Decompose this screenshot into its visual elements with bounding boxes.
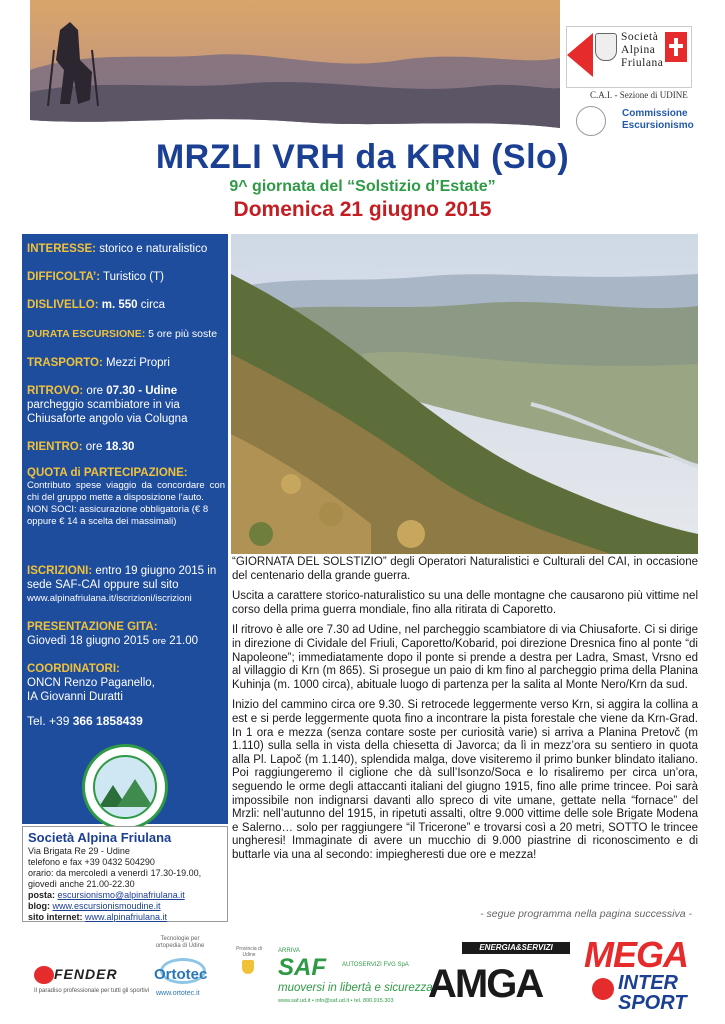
fender-logo: FENDER Il paradiso professionale per tutti gli sportivi xyxy=(34,966,150,994)
contact-box: Società Alpina Friulana Via Brigata Re 29 - Udine telefono e fax +39 0432 504290 orario: da mercoledì a venerdì 17.30-19.00, giovedì anche 21.00-22.30 posta: escursionismo@alpinafriulana.it blog: www.escursionismoudine.it sito internet: www.alpinafriulana.it xyxy=(22,826,228,922)
interesse-row: INTERESSE: storico e naturalistico xyxy=(27,243,208,255)
mega-intersport-logo: MEGA INTER SPORT xyxy=(584,934,688,1014)
saf-logo: Provincia di Udine ARRIVA SAF AUTOSERVIZI FVG SpA muoversi in libertà e sicurezza www.saf.ud.it • info@saf.ud.it • tel. 800.915.303 xyxy=(236,946,433,1004)
body-paragraph-2: Uscita a carattere storico-naturalistico su una delle montagne che causarono più vittime nel corso della prima guerra mondiale, fino alla ritirata di Caporetto. xyxy=(232,590,698,616)
swiss-cross-icon xyxy=(665,32,687,62)
website-link[interactable]: www.alpinafriulana.it xyxy=(85,912,168,922)
difficolta-row: DIFFICOLTA’: Turistico (T) xyxy=(27,271,164,283)
durata-row: DURATA ESCURSIONE: 5 ore più soste xyxy=(27,328,218,340)
iscrizioni-link[interactable]: www.alpinafriulana.it/iscrizioni/iscrizioni xyxy=(27,593,192,604)
mountain-valley-photo xyxy=(231,234,698,554)
red-flag-icon xyxy=(567,33,593,77)
trasporto-row: TRASPORTO: Mezzi Propri xyxy=(27,357,170,369)
body-paragraph-1: “GIORNATA DEL SOLSTIZIO” degli Operatori Naturalistici e Culturali del CAI, in occasione del centenario della grande guerra. xyxy=(232,556,698,582)
info-sidebar xyxy=(22,234,228,824)
province-shield-icon xyxy=(242,960,254,974)
contact-hours-2: giovedì anche 21.00-22.30 xyxy=(28,879,135,889)
cai-logo-box xyxy=(566,26,692,88)
dislivello-row: DISLIVELLO: m. 550 circa xyxy=(27,299,166,311)
article-body xyxy=(232,556,698,869)
cai-seal-icon xyxy=(595,33,617,61)
event-date: Domenica 21 giugno 2015 xyxy=(233,198,492,221)
landscape-image xyxy=(231,234,698,554)
contact-hours-1: orario: da mercoledì a venerdì 17.30-19.00, xyxy=(28,868,202,878)
email-link[interactable]: escursionismo@alpinafriulana.it xyxy=(57,890,185,900)
presentazione-row: PRESENTAZIONE GITA: Giovedì 18 giugno 2015 ore 21.00 xyxy=(27,621,199,647)
page-title: MRZLI VRH da KRN (Slo) xyxy=(155,138,570,176)
amga-logo: ENERGIA&SERVIZI AMGA xyxy=(428,942,574,1014)
rientro-row: RIENTRO: ore 18.30 xyxy=(27,441,135,453)
cai-section: C.A.I. - Sezione di UDINE xyxy=(590,90,688,100)
blog-link[interactable]: www.escursionismoudine.it xyxy=(52,901,161,911)
mountain-icon xyxy=(93,755,157,819)
ritrovo-row: RITROVO: ore 07.30 - Udine parcheggio scambiatore in via Chiusaforte angolo via Colugna xyxy=(27,385,188,425)
contact-address: Via Brigata Re 29 - Udine xyxy=(28,846,130,856)
body-paragraph-3: Il ritrovo è alle ore 7.30 ad Udine, nel parcheggio scambiatore di via Chiusaforte. Ci si dirige in direzione di Cividale del Friuli, Caporetto/Kobarid, poi direzione Dresnica fino al ponte “di Napoleone”; immediatamente dopo il ponte si prende a destra per Ladra, Smast, Vrsno ed al villaggio di Krn (m 865). Si prosegue un paio di km fino al parcheggio prima della Planina Kuhinja (m. 1000 circa), abituale luogo di partenza per la salita al Monte Nero/Krn da sud. xyxy=(232,624,698,691)
commission-logo xyxy=(572,104,692,138)
commission-emblem-icon xyxy=(576,106,606,136)
phone-number[interactable]: 366 1858439 xyxy=(72,714,143,728)
page-subtitle: 9^ giornata del “Solstizio d’Estate” xyxy=(229,178,496,195)
quota-row: QUOTA di PARTECIPAZIONE: Contributo spese viaggio da concordare con chi del gruppo mette a disposizione l’auto. NON SOCI: assicurazione obbligatoria (€ 8 oppure € 14 a scelta dei massimali) xyxy=(27,467,225,527)
fender-swoosh-icon xyxy=(34,966,54,984)
comitato-scientifico-badge xyxy=(82,744,168,830)
telefono-row: Tel. +39 366 1858439 xyxy=(27,714,143,728)
contact-phone: telefono e fax +39 0432 504290 xyxy=(28,857,155,867)
ortotec-logo: Tecnologie per ortopedia di Udine Ortotec www.ortotec.it xyxy=(154,936,208,997)
header-banner xyxy=(0,0,725,145)
contact-name: Società Alpina Friulana xyxy=(28,830,172,845)
ball-icon xyxy=(592,978,614,1000)
cai-name: Società Alpina Friulana xyxy=(621,31,664,69)
continued-note: - segue programma nella pagina successiva - xyxy=(480,908,692,920)
body-paragraph-4: Inizio del cammino circa ore 9.30. Si retrocede leggermente verso Krn, si aggira la collina a est e si perde leggermente quota fino a incontrare la pista forestale che viene da Krn-Grad. In 1 ora e mezza (senza contare soste per curiosità varie) si arriva a Planina Pretovč (m 1.110) sulla sella in vista della chiesetta di Javorca; da lì in mezz’ora su sentiero in quota alla Pl. Lapoč (m 1.140), splendida malga, dove visiteremo il primo bunker blindato italiano. Poi raggiungeremo il ciglione che dà sull’Isonzo/Soca e lo risaliremo per circa un’ora, seguendo le orme degli attaccanti italiani del giugno 1915, fino alle prime trincee. Poi sarà impossibile non indignarsi davanti allo spreco di vite umane, gettate nella “fornace” del Mrzli: nell’autunno del 1915, in ripetuti assalti, oltre 9.000 vittime delle sole Brigate Modena e Salerno… solo per raggiungere “il Tricerone” e trovarsi così a 20 metri, SOTTO le trincee ungheresi! Immaginate di avere un mucchio di 9.000 piastrine di riconoscimento e di buttarle via una al secondo: impiegheresti due ore e mezza! xyxy=(232,699,698,861)
coordinatori-row: COORDINATORI: ONCN Renzo Paganello, IA Giovanni Duratti xyxy=(27,663,155,703)
sponsor-strip xyxy=(0,930,725,1024)
iscrizioni-row: ISCRIZIONI: entro 19 giugno 2015 in sede SAF-CAI oppure sul sito www.alpinafriulana.it/iscrizioni/iscrizioni xyxy=(27,564,225,606)
commission-text: Commissione Escursionismo xyxy=(622,108,694,131)
